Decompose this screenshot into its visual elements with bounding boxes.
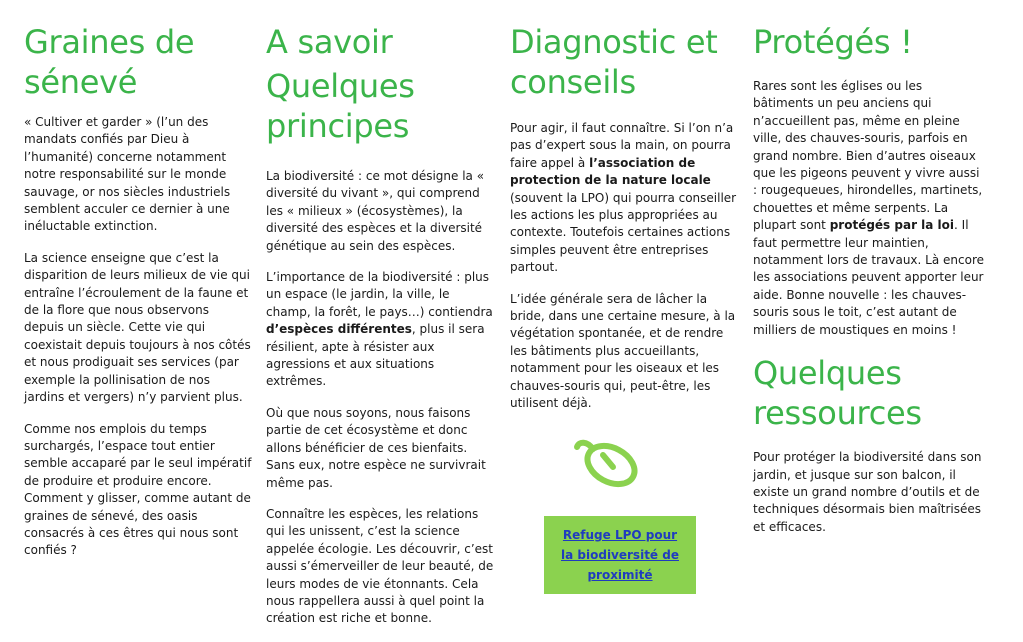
paragraph-outils: Pour protéger la biodiversité dans son jardin, et jusque sur son balcon, il existe un grand nombre d’outils et de techniques désormais bien maîtrisées et efficaces.	[753, 450, 982, 534]
paragraph-science: La science enseigne que c’est la disparition de leurs milieux de vie qui entraîne l’écroulement de la faune et de la flore que nous observons depuis un siècle. Cette vie qui coexistait depuis toujours à nos côtés et nous prodiguait ses services (par exemple la pollinisation de nos jardins et vergers) n’y parvient plus.	[24, 250, 251, 405]
heading-ressources: Quelques ressources	[753, 354, 922, 433]
column-diagnostic	[510, 22, 742, 427]
heading-graines: Graines de sénevé	[24, 23, 195, 101]
emphasis-especes: d’espèces différentes	[266, 322, 412, 337]
heading-a-savoir: A savoir	[266, 23, 393, 61]
paragraph-agir: Pour agir, il faut connaître. Si l’on n’a pas d’expert sous la main, on pourra faire appel à l’association de protection de la nature locale (souvent la LPO) qui pourra conseiller les actions les plus appropriées au contexte. Toutefois certaines actions simples peuvent être entreprises partout.	[510, 121, 737, 275]
column-graines	[24, 22, 252, 574]
paragraph-idee: L’idée générale sera de lâcher la bride, dans une certaine mesure, à la végétation spontanée, et de rendre les bâtiments plus accueillants, notamment pour les oiseaux et les chauves-souris qui, peut-être, les utilisent déjà.	[510, 291, 736, 411]
heading-quelques-principes: Quelques principes	[266, 67, 415, 145]
paragraph-eglises: Rares sont les églises ou les bâtiments un peu anciens qui n’accueillent pas, même en pleine ville, des chauves-souris, parfois en grand nombre. Bien d’autres oiseaux que les pigeons peuvent y vivre aussi : rougequeues, hirondelles, martinets, chouettes et même serpents. La plupart sont protégés par la loi. Il faut permettre leur maintien, notamment lors de travaux. Là encore les associations peuvent apporter leur aide. Bonne nouvelle : les chauves-souris sous le toit, c’est autant de milliers de moustiques en moins !	[753, 79, 984, 337]
paragraph-ecosysteme: Où que nous soyons, nous faisons partie de cet écosystème et donc allons bénéficier de ces bienfaits. Sans eux, notre espèce ne survivrait même pas.	[266, 405, 486, 490]
column-proteges	[753, 22, 985, 550]
refuge-lpo-box	[544, 516, 696, 594]
emphasis-loi: protégés par la loi	[829, 218, 955, 233]
paragraph-importance: L’importance de la biodiversité : plus un espace (le jardin, la ville, le champ, la forêt, le pays…) contiendra d’espèces différentes, plus il sera résilient, apte à résister aux agressions et aux situations extrêmes.	[266, 270, 493, 389]
column-a-savoir	[266, 22, 498, 642]
paragraph-emplois: Comme nos emplois du temps surchargés, l’espace tout entier semble accaparé par le seul impératif de produire et produire encore. Comment y glisser, comme autant de graines de sénevé, des oasis consacrés à ces êtres qui nous sont confiés ?	[24, 421, 252, 558]
heading-proteges: Protégés !	[753, 23, 913, 61]
paragraph-cultiver: « Cultiver et garder » (l’un des mandats confiés par Dieu à l’humanité) concerne notamment notre responsabilité sur le monde sauvage, or nos siècles industriels semblent acculer ce dernier à une inéluctable extinction.	[24, 115, 231, 234]
emphasis-association: l’association de protection de la nature locale	[510, 155, 711, 188]
paragraph-biodiversite: La biodiversité : ce mot désigne la « diversité du vivant », qui comprend les « milieux » (écosystèmes), la diversité des espèces et la diversité génétique au sein des espèces.	[266, 169, 485, 253]
paragraph-ecologie: Connaître les espèces, les relations qui les unissent, c’est la science appelée écologie. Les découvrir, c’est aussi s’émerveiller de leur beauté, de leurs modes de vie étonnants. Cela nous rappellera aussi à quel point la création est riche et bonne.	[266, 506, 494, 626]
refuge-lpo-link[interactable]: Refuge LPO pour la biodiversité de proximité	[561, 528, 679, 582]
computer-mouse-icon	[573, 437, 643, 493]
heading-diagnostic: Diagnostic et conseils	[510, 23, 718, 101]
